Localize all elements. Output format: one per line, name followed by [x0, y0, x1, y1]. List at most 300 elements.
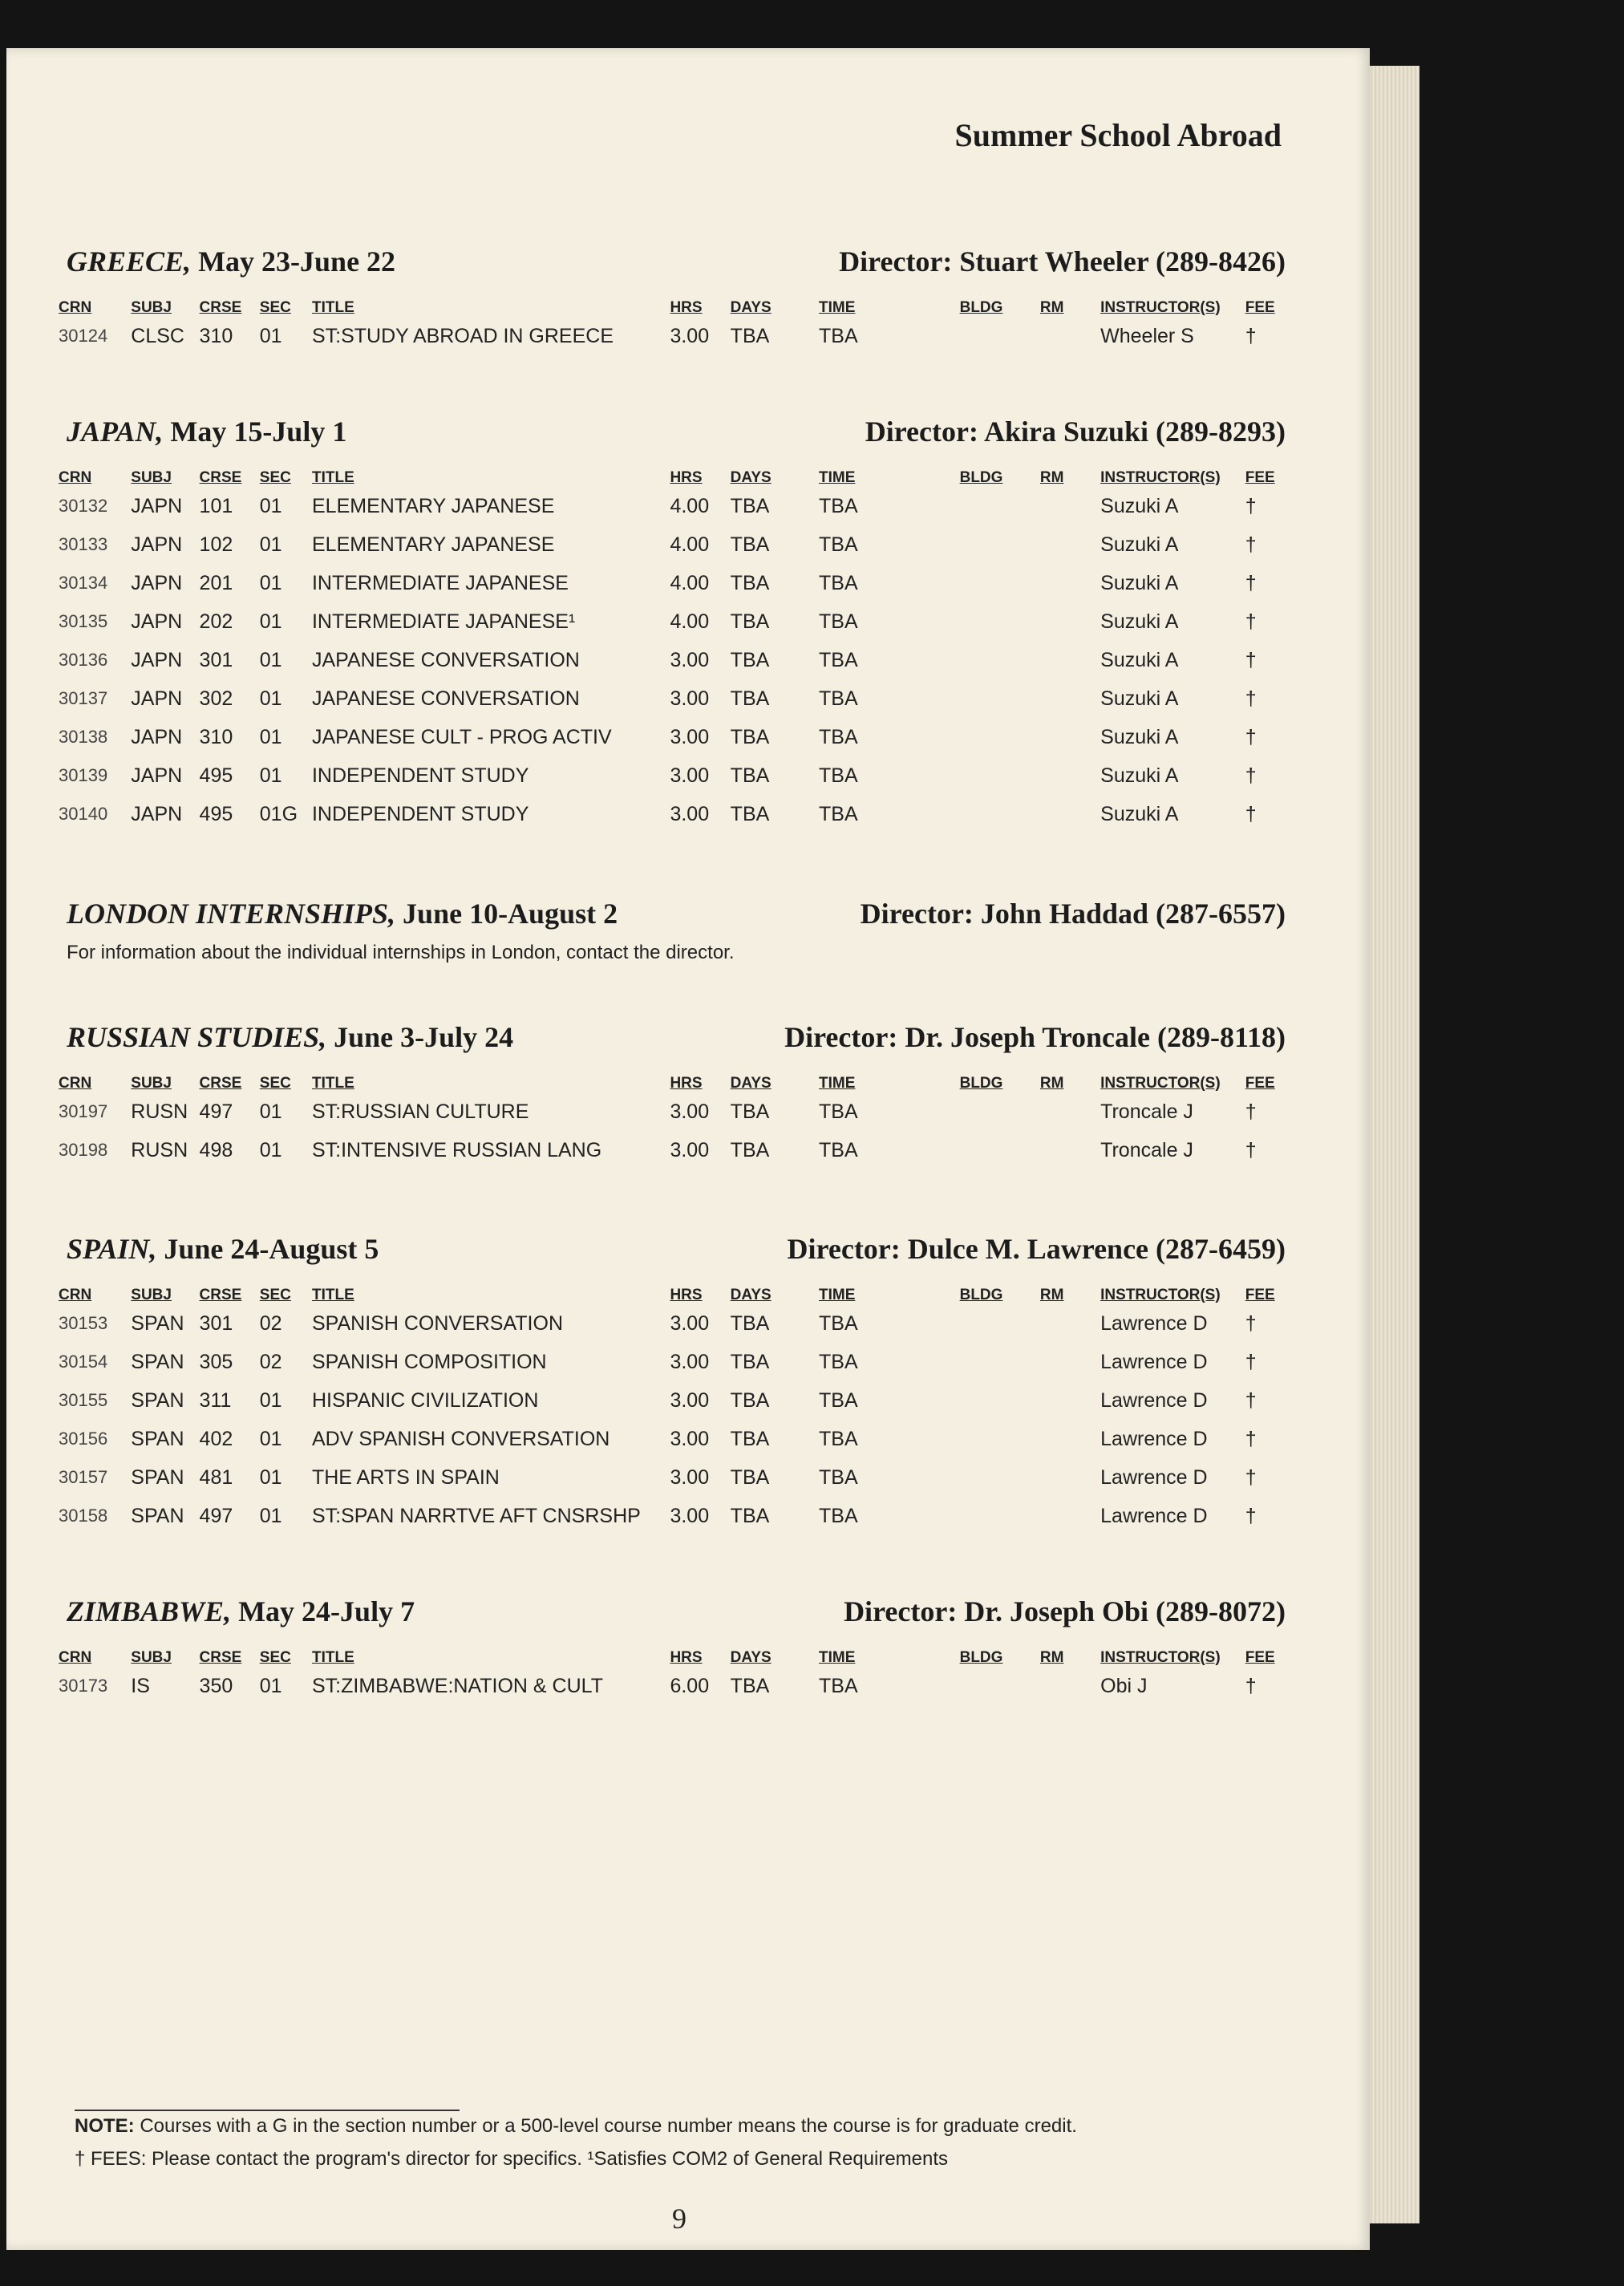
- column-header-instructor: INSTRUCTOR(S): [1100, 469, 1221, 486]
- footnote-fees: [75, 2148, 948, 2170]
- cell-sec: 01: [259, 648, 282, 671]
- section-header: [59, 245, 1286, 285]
- cell-rm: [1040, 525, 1100, 564]
- cell-crse: 350: [199, 1674, 233, 1697]
- cell-crse: 481: [199, 1465, 233, 1489]
- cell-crn: 30138: [59, 727, 108, 747]
- cell-sec: 01: [259, 324, 282, 347]
- cell-title: INDEPENDENT STUDY: [311, 764, 529, 787]
- column-header-bldg: BLDG: [959, 1287, 1003, 1303]
- cell-fee: †: [1245, 610, 1257, 633]
- cell-subj: JAPN: [131, 764, 183, 787]
- column-header-fee: FEE: [1245, 299, 1275, 316]
- cell-fee: †: [1245, 1350, 1257, 1373]
- cell-days: TBA: [730, 494, 770, 517]
- cell-fee: †: [1245, 533, 1257, 556]
- cell-days: TBA: [730, 1465, 770, 1489]
- cell-title: ELEMENTARY JAPANESE: [311, 494, 555, 517]
- section-title: [67, 1020, 513, 1054]
- cell-bldg: [960, 718, 1040, 756]
- cell-fee: †: [1245, 687, 1257, 710]
- section-header: [59, 415, 1286, 455]
- cell-sec: 01: [259, 571, 282, 594]
- cell-days: TBA: [730, 725, 770, 748]
- cell-crn: 30124: [59, 326, 108, 346]
- program-dates: May 24-July 7: [238, 1595, 415, 1627]
- cell-bldg: [960, 795, 1040, 833]
- cell-rm: [1040, 1343, 1100, 1381]
- cell-bldg: [960, 641, 1040, 679]
- table-row: [59, 564, 1286, 602]
- cell-bldg: [960, 756, 1040, 795]
- cell-rm: [1040, 718, 1100, 756]
- cell-title: ST:SPAN NARRTVE AFT CNSRSHP: [311, 1504, 641, 1527]
- column-header-title: TITLE: [311, 1287, 354, 1303]
- cell-time: TBA: [819, 1674, 858, 1697]
- cell-instructor: Suzuki A: [1100, 725, 1179, 748]
- cell-crse: 402: [199, 1427, 233, 1450]
- table-row: [59, 1420, 1286, 1458]
- column-header-subj: SUBJ: [131, 1287, 172, 1303]
- cell-time: TBA: [819, 1465, 858, 1489]
- cell-time: TBA: [819, 533, 858, 556]
- cell-crn: 30198: [59, 1140, 108, 1160]
- cell-time: TBA: [819, 1138, 858, 1161]
- cell-time: TBA: [819, 725, 858, 748]
- cell-crn: 30157: [59, 1467, 108, 1487]
- cell-fee: †: [1245, 1138, 1257, 1161]
- cell-crse: 201: [199, 571, 233, 594]
- column-header-title: TITLE: [311, 299, 354, 316]
- cell-sec: 01: [259, 1674, 282, 1697]
- cell-time: TBA: [819, 1388, 858, 1412]
- table-header-row: [59, 1060, 1286, 1092]
- table-row: [59, 317, 1286, 355]
- cell-instructor: Troncale J: [1100, 1138, 1193, 1161]
- column-header-sec: SEC: [259, 299, 291, 316]
- cell-bldg: [960, 1131, 1040, 1169]
- cell-sec: 02: [259, 1311, 282, 1335]
- cell-rm: [1040, 564, 1100, 602]
- table-header-row: [59, 285, 1286, 317]
- table-row: [59, 641, 1286, 679]
- cell-hrs: 3.00: [670, 1350, 710, 1373]
- column-header-crn: CRN: [59, 1649, 92, 1666]
- cell-hrs: 3.00: [670, 324, 710, 347]
- program-director: Director: Dr. Joseph Troncale (289-8118): [784, 1021, 1286, 1053]
- cell-sec: 01: [259, 1504, 282, 1527]
- cell-bldg: [960, 602, 1040, 641]
- cell-sec: 01: [259, 533, 282, 556]
- cell-days: TBA: [730, 648, 770, 671]
- cell-crse: 302: [199, 687, 233, 710]
- column-header-crse: CRSE: [199, 469, 242, 486]
- cell-subj: JAPN: [131, 494, 183, 517]
- cell-bldg: [960, 317, 1040, 355]
- table-row: [59, 487, 1286, 525]
- column-header-bldg: BLDG: [959, 1649, 1003, 1666]
- cell-sec: 01: [259, 610, 282, 633]
- cell-fee: †: [1245, 324, 1257, 347]
- cell-sec: 01: [259, 1388, 282, 1412]
- cell-rm: [1040, 1131, 1100, 1169]
- cell-crse: 497: [199, 1100, 233, 1123]
- cell-sec: 02: [259, 1350, 282, 1373]
- column-header-bldg: BLDG: [959, 1075, 1003, 1092]
- cell-bldg: [960, 679, 1040, 718]
- cell-days: TBA: [730, 1350, 770, 1373]
- column-header-days: DAYS: [730, 469, 772, 486]
- cell-title: INTERMEDIATE JAPANESE¹: [311, 610, 576, 633]
- cell-crn: 30158: [59, 1506, 108, 1526]
- cell-fee: †: [1245, 494, 1257, 517]
- cell-instructor: Lawrence D: [1100, 1311, 1208, 1335]
- program-name: RUSSIAN STUDIES,: [67, 1021, 327, 1053]
- section-title: [67, 1595, 415, 1628]
- cell-bldg: [960, 525, 1040, 564]
- cell-crse: 305: [199, 1350, 233, 1373]
- cell-hrs: 3.00: [670, 687, 710, 710]
- column-header-time: TIME: [819, 469, 856, 486]
- cell-instructor: Suzuki A: [1100, 802, 1179, 825]
- cell-hrs: 4.00: [670, 494, 710, 517]
- column-header-subj: SUBJ: [131, 1075, 172, 1092]
- cell-time: TBA: [819, 802, 858, 825]
- column-header-subj: SUBJ: [131, 299, 172, 316]
- cell-days: TBA: [730, 1311, 770, 1335]
- cell-crse: 310: [199, 324, 233, 347]
- cell-crse: 495: [199, 802, 233, 825]
- cell-days: TBA: [730, 1388, 770, 1412]
- program-name: LONDON INTERNSHIPS,: [67, 898, 396, 930]
- column-header-fee: FEE: [1245, 469, 1275, 486]
- catalog-page: [6, 48, 1370, 2250]
- cell-time: TBA: [819, 687, 858, 710]
- cell-time: TBA: [819, 494, 858, 517]
- program-dates: June 24-August 5: [164, 1233, 379, 1265]
- table-row: [59, 1381, 1286, 1420]
- cell-crn: 30133: [59, 534, 108, 554]
- cell-subj: SPAN: [131, 1311, 184, 1335]
- column-header-crn: CRN: [59, 1287, 92, 1303]
- cell-subj: RUSN: [131, 1100, 188, 1123]
- column-header-time: TIME: [819, 299, 856, 316]
- column-header-hrs: HRS: [670, 1649, 703, 1666]
- cell-title: ST:STUDY ABROAD IN GREECE: [311, 324, 614, 347]
- cell-hrs: 3.00: [670, 1465, 710, 1489]
- cell-instructor: Suzuki A: [1100, 571, 1179, 594]
- column-header-time: TIME: [819, 1075, 856, 1092]
- cell-sec: 01: [259, 1100, 282, 1123]
- cell-subj: JAPN: [131, 648, 183, 671]
- cell-subj: IS: [131, 1674, 150, 1697]
- cell-days: TBA: [730, 1100, 770, 1123]
- cell-bldg: [960, 1420, 1040, 1458]
- table-header-row: [59, 1635, 1286, 1667]
- cell-days: TBA: [730, 802, 770, 825]
- cell-subj: SPAN: [131, 1388, 184, 1412]
- cell-rm: [1040, 756, 1100, 795]
- cell-days: TBA: [730, 1427, 770, 1450]
- cell-subj: SPAN: [131, 1427, 184, 1450]
- cell-rm: [1040, 1092, 1100, 1131]
- column-header-fee: FEE: [1245, 1649, 1275, 1666]
- cell-title: ST:RUSSIAN CULTURE: [311, 1100, 529, 1123]
- cell-fee: †: [1245, 648, 1257, 671]
- cell-bldg: [960, 487, 1040, 525]
- cell-rm: [1040, 317, 1100, 355]
- cell-time: TBA: [819, 610, 858, 633]
- section-greece: [59, 245, 1286, 355]
- cell-title: ELEMENTARY JAPANESE: [311, 533, 555, 556]
- cell-days: TBA: [730, 764, 770, 787]
- program-name: ZIMBABWE,: [67, 1595, 232, 1627]
- column-header-crse: CRSE: [199, 1075, 242, 1092]
- cell-sec: 01G: [259, 802, 298, 825]
- course-table: [59, 1272, 1286, 1535]
- column-header-days: DAYS: [730, 1649, 772, 1666]
- cell-crse: 102: [199, 533, 233, 556]
- cell-hrs: 6.00: [670, 1674, 710, 1697]
- cell-instructor: Suzuki A: [1100, 494, 1179, 517]
- cell-sec: 01: [259, 1465, 282, 1489]
- column-header-hrs: HRS: [670, 469, 703, 486]
- column-header-instructor: INSTRUCTOR(S): [1100, 1075, 1221, 1092]
- cell-fee: †: [1245, 1311, 1257, 1335]
- cell-instructor: Suzuki A: [1100, 610, 1179, 633]
- section-note: For information about the individual internships in London, contact the director.: [67, 942, 735, 963]
- table-row: [59, 602, 1286, 641]
- cell-rm: [1040, 1381, 1100, 1420]
- cell-crn: 30154: [59, 1352, 108, 1372]
- table-row: [59, 1458, 1286, 1497]
- cell-subj: CLSC: [131, 324, 184, 347]
- column-header-time: TIME: [819, 1649, 856, 1666]
- cell-hrs: 3.00: [670, 1138, 710, 1161]
- cell-crn: 30197: [59, 1101, 108, 1121]
- table-row: [59, 795, 1286, 833]
- program-name: JAPAN,: [67, 415, 164, 448]
- column-header-instructor: INSTRUCTOR(S): [1100, 1287, 1221, 1303]
- cell-bldg: [960, 1497, 1040, 1535]
- program-director: Director: Akira Suzuki (289-8293): [865, 415, 1286, 448]
- cell-instructor: Obi J: [1100, 1674, 1148, 1697]
- program-dates: June 3-July 24: [334, 1021, 514, 1053]
- cell-hrs: 4.00: [670, 533, 710, 556]
- cell-title: HISPANIC CIVILIZATION: [311, 1388, 539, 1412]
- cell-crn: 30135: [59, 611, 108, 631]
- cell-hrs: 4.00: [670, 571, 710, 594]
- cell-crse: 498: [199, 1138, 233, 1161]
- cell-time: TBA: [819, 648, 858, 671]
- cell-days: TBA: [730, 533, 770, 556]
- cell-bldg: [960, 1381, 1040, 1420]
- footnote-rule: [75, 2110, 460, 2111]
- cell-fee: †: [1245, 802, 1257, 825]
- cell-crn: 30155: [59, 1390, 108, 1410]
- table-row: [59, 1304, 1286, 1343]
- cell-rm: [1040, 679, 1100, 718]
- column-header-sec: SEC: [259, 469, 291, 486]
- cell-title: ST:INTENSIVE RUSSIAN LANG: [311, 1138, 602, 1161]
- cell-sec: 01: [259, 494, 282, 517]
- column-header-instructor: INSTRUCTOR(S): [1100, 299, 1221, 316]
- cell-hrs: 3.00: [670, 648, 710, 671]
- cell-subj: SPAN: [131, 1465, 184, 1489]
- cell-hrs: 3.00: [670, 1311, 710, 1335]
- cell-crse: 202: [199, 610, 233, 633]
- table-header-row: [59, 455, 1286, 487]
- cell-instructor: Lawrence D: [1100, 1504, 1208, 1527]
- cell-subj: JAPN: [131, 802, 183, 825]
- section-header: [59, 897, 1286, 937]
- cell-crse: 301: [199, 1311, 233, 1335]
- column-header-sec: SEC: [259, 1075, 291, 1092]
- cell-time: TBA: [819, 1350, 858, 1373]
- cell-hrs: 3.00: [670, 1427, 710, 1450]
- cell-fee: †: [1245, 725, 1257, 748]
- section-title: [67, 897, 618, 930]
- program-name: GREECE,: [67, 245, 192, 278]
- cell-instructor: Lawrence D: [1100, 1350, 1208, 1373]
- cell-crn: 30137: [59, 688, 108, 708]
- column-header-crse: CRSE: [199, 1287, 242, 1303]
- cell-subj: SPAN: [131, 1504, 184, 1527]
- column-header-crn: CRN: [59, 299, 92, 316]
- cell-rm: [1040, 1304, 1100, 1343]
- cell-days: TBA: [730, 1674, 770, 1697]
- table-row: [59, 1343, 1286, 1381]
- program-dates: June 10-August 2: [403, 898, 618, 930]
- program-director: Director: Dulce M. Lawrence (287-6459): [787, 1233, 1286, 1265]
- column-header-rm: RM: [1039, 469, 1064, 486]
- section-title: [67, 245, 395, 278]
- column-header-time: TIME: [819, 1287, 856, 1303]
- cell-hrs: 3.00: [670, 1504, 710, 1527]
- cell-time: TBA: [819, 1311, 858, 1335]
- cell-title: SPANISH CONVERSATION: [311, 1311, 563, 1335]
- cell-days: TBA: [730, 1504, 770, 1527]
- cell-sec: 01: [259, 725, 282, 748]
- cell-rm: [1040, 1497, 1100, 1535]
- cell-bldg: [960, 1092, 1040, 1131]
- section-title: [67, 1232, 379, 1266]
- table-row: [59, 718, 1286, 756]
- program-dates: May 15-July 1: [170, 415, 347, 448]
- course-table: [59, 1060, 1286, 1169]
- program-dates: May 23-June 22: [198, 245, 396, 278]
- column-header-bldg: BLDG: [959, 299, 1003, 316]
- cell-sec: 01: [259, 764, 282, 787]
- footnote-note-label: NOTE:: [75, 2115, 135, 2137]
- cell-bldg: [960, 1304, 1040, 1343]
- cell-subj: JAPN: [131, 533, 183, 556]
- cell-instructor: Suzuki A: [1100, 648, 1179, 671]
- cell-days: TBA: [730, 1138, 770, 1161]
- column-header-subj: SUBJ: [131, 469, 172, 486]
- cell-instructor: Suzuki A: [1100, 533, 1179, 556]
- column-header-bldg: BLDG: [959, 469, 1003, 486]
- cell-bldg: [960, 1343, 1040, 1381]
- column-header-sec: SEC: [259, 1649, 291, 1666]
- cell-hrs: 3.00: [670, 725, 710, 748]
- column-header-rm: RM: [1039, 1287, 1064, 1303]
- cell-crn: 30140: [59, 804, 108, 824]
- cell-sec: 01: [259, 687, 282, 710]
- column-header-crse: CRSE: [199, 1649, 242, 1666]
- cell-instructor: Suzuki A: [1100, 687, 1179, 710]
- cell-bldg: [960, 1667, 1040, 1705]
- cell-crse: 310: [199, 725, 233, 748]
- cell-time: TBA: [819, 1427, 858, 1450]
- cell-rm: [1040, 487, 1100, 525]
- table-row: [59, 1092, 1286, 1131]
- cell-subj: SPAN: [131, 1350, 184, 1373]
- cell-hrs: 3.00: [670, 802, 710, 825]
- page-edges: [1363, 66, 1419, 2223]
- column-header-crn: CRN: [59, 1075, 92, 1092]
- column-header-hrs: HRS: [670, 299, 703, 316]
- column-header-instructor: INSTRUCTOR(S): [1100, 1649, 1221, 1666]
- cell-rm: [1040, 795, 1100, 833]
- section-header: [59, 1232, 1286, 1272]
- column-header-days: DAYS: [730, 1075, 772, 1092]
- cell-rm: [1040, 1458, 1100, 1497]
- column-header-crse: CRSE: [199, 299, 242, 316]
- column-header-title: TITLE: [311, 1649, 354, 1666]
- cell-fee: †: [1245, 1100, 1257, 1123]
- cell-rm: [1040, 1420, 1100, 1458]
- running-head: Summer School Abroad: [954, 117, 1282, 153]
- section-header: [59, 1595, 1286, 1635]
- course-table: [59, 455, 1286, 833]
- column-header-title: TITLE: [311, 469, 354, 486]
- cell-crse: 497: [199, 1504, 233, 1527]
- cell-crn: 30156: [59, 1429, 108, 1449]
- footnote-note-text: Courses with a G in the section number or a 500-level course number means the course is for graduate credit.: [140, 2115, 1077, 2137]
- table-row: [59, 525, 1286, 564]
- cell-crse: 301: [199, 648, 233, 671]
- cell-title: JAPANESE CONVERSATION: [311, 648, 580, 671]
- column-header-sec: SEC: [259, 1287, 291, 1303]
- section-zimbabwe: [59, 1595, 1286, 1705]
- cell-instructor: Lawrence D: [1100, 1465, 1208, 1489]
- cell-crse: 311: [199, 1388, 232, 1412]
- cell-instructor: Troncale J: [1100, 1100, 1193, 1123]
- cell-bldg: [960, 1458, 1040, 1497]
- cell-title: ADV SPANISH CONVERSATION: [311, 1427, 610, 1450]
- cell-days: TBA: [730, 571, 770, 594]
- column-header-rm: RM: [1039, 1075, 1064, 1092]
- cell-subj: JAPN: [131, 571, 183, 594]
- table-header-row: [59, 1272, 1286, 1304]
- column-header-days: DAYS: [730, 299, 772, 316]
- cell-time: TBA: [819, 324, 858, 347]
- column-header-rm: RM: [1039, 1649, 1064, 1666]
- cell-fee: †: [1245, 1674, 1257, 1697]
- section-header: [59, 1020, 1286, 1060]
- program-director: Director: Dr. Joseph Obi (289-8072): [844, 1595, 1286, 1627]
- cell-crse: 101: [199, 494, 233, 517]
- column-header-days: DAYS: [730, 1287, 772, 1303]
- program-director: Director: John Haddad (287-6557): [860, 898, 1286, 930]
- cell-time: TBA: [819, 1504, 858, 1527]
- cell-days: TBA: [730, 687, 770, 710]
- section-japan: [59, 415, 1286, 833]
- cell-fee: †: [1245, 571, 1257, 594]
- column-header-hrs: HRS: [670, 1287, 703, 1303]
- course-table: [59, 285, 1286, 355]
